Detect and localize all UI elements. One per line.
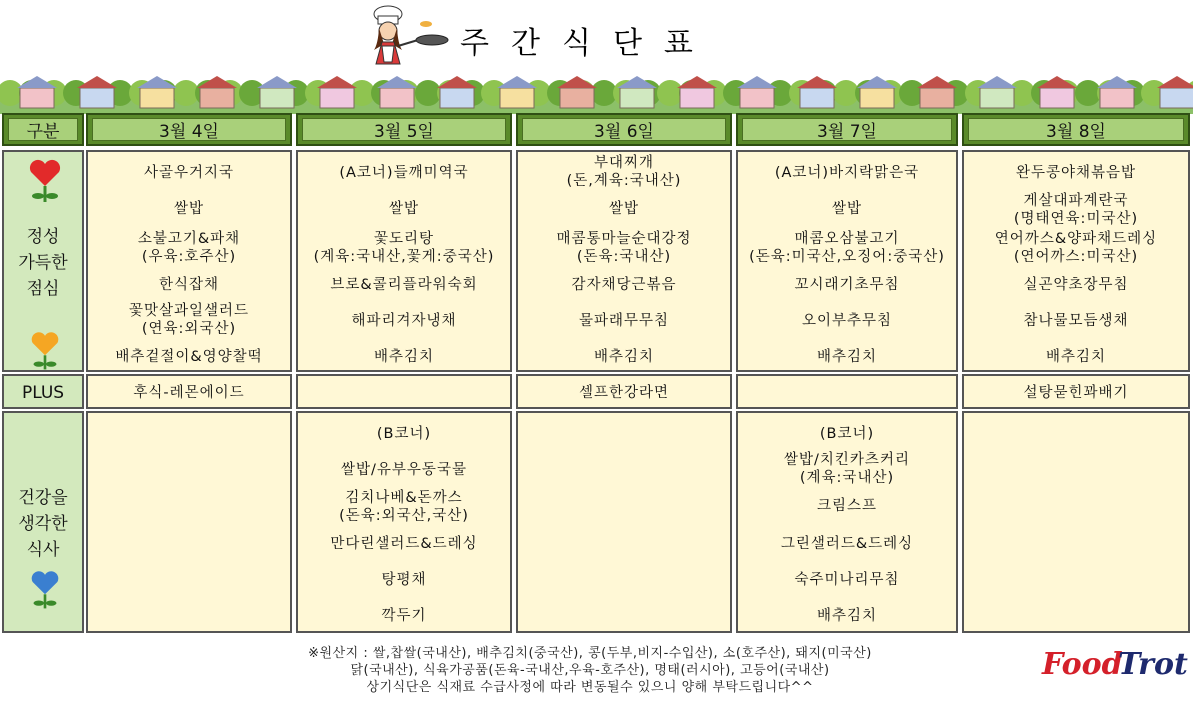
menu-item: 김치나베&돈까스 xyxy=(345,490,463,506)
footer-line: 닭(국내산), 식육가공품(돈육-국내산,우육-호주산), 명태(러시아), 고등어(국내산) xyxy=(350,663,830,678)
red-heart-flower-icon xyxy=(28,158,62,202)
menu-item: 쌀밥 xyxy=(831,201,862,217)
header-day-label: 3월 8일 xyxy=(968,118,1184,141)
header-day-1 xyxy=(86,113,292,146)
menu-item: 매콤통마늘순대강정 xyxy=(556,231,692,247)
svg-text:Trot: Trot xyxy=(1118,647,1188,682)
plus-label: PLUS xyxy=(21,383,65,403)
health-cell-day-2 xyxy=(296,411,512,633)
lunch-cell-day-4 xyxy=(736,150,958,372)
menu-item: 한식잡채 xyxy=(158,277,220,293)
menu-item: 배추김치 xyxy=(816,349,878,365)
menu-item: 꽃도리탕 xyxy=(373,231,435,247)
header-day-label: 3월 5일 xyxy=(302,118,506,141)
village-banner-image xyxy=(0,58,1193,114)
title-area xyxy=(360,0,780,66)
menu-item: 참나물모듬생채 xyxy=(1023,313,1129,329)
menu-item: 소불고기&파채 xyxy=(137,231,241,247)
menu-item: (연육:외국산) xyxy=(141,321,237,337)
health-cell-day-1 xyxy=(86,411,292,633)
menu-item: 쌀밥 xyxy=(608,201,639,217)
lunch-cell-day-3 xyxy=(516,150,732,372)
plus-cell-day-5 xyxy=(962,374,1190,409)
menu-item: 부대찌개 xyxy=(593,155,655,171)
plus-cell-day-2 xyxy=(296,374,512,409)
menu-item: 쌀밥/치킨카츠커리 xyxy=(784,452,910,468)
plus-cell-day-3 xyxy=(516,374,732,409)
menu-item: 감자채당근볶음 xyxy=(571,277,677,293)
plus-cell-day-1 xyxy=(86,374,292,409)
menu-item: (돈육:미국산,오징어:중국산) xyxy=(749,249,945,265)
header-day-2 xyxy=(296,113,512,146)
plus-item: 후식-레몬에이드 xyxy=(133,385,245,401)
menu-item: (돈육:국내산) xyxy=(576,249,672,265)
menu-item: 숙주미나리무침 xyxy=(794,572,900,588)
header-day-4 xyxy=(736,113,958,146)
chef-icon xyxy=(360,4,450,66)
origin-notice xyxy=(170,645,1010,696)
menu-item: 깍두기 xyxy=(381,608,427,624)
lunch-cell-day-5 xyxy=(962,150,1190,372)
header-day-label: 3월 7일 xyxy=(742,118,952,141)
foodtrot-logo xyxy=(1040,640,1190,684)
menu-item: (돈육:외국산,국산) xyxy=(339,508,469,524)
menu-item: 탕평채 xyxy=(381,572,427,588)
lunch-section-label xyxy=(2,150,84,372)
orange-heart-flower-icon xyxy=(30,330,60,370)
plus-item: 설탕묻힌꽈배기 xyxy=(1023,385,1129,401)
menu-item: (명태연육:미국산) xyxy=(1013,211,1139,227)
menu-item: 쌀밥/유부우동국물 xyxy=(341,462,467,478)
menu-item: 매콤오삼불고기 xyxy=(794,231,900,247)
blue-heart-flower-icon xyxy=(30,569,60,609)
header-day-label: 3월 6일 xyxy=(522,118,726,141)
menu-item: (B코너) xyxy=(819,426,875,442)
menu-item: (연어까스:미국산) xyxy=(1013,249,1139,265)
health-cell-day-5 xyxy=(962,411,1190,633)
svg-text:Food: Food xyxy=(1042,647,1123,682)
menu-item: (계육:국내산) xyxy=(799,470,895,486)
menu-item: 해파리겨자냉채 xyxy=(351,313,457,329)
menu-item: (A코너)바지락맑은국 xyxy=(774,165,920,181)
menu-item: 물파래무무침 xyxy=(578,313,670,329)
menu-item: 쌀밥 xyxy=(173,201,204,217)
menu-item: 만다린샐러드&드레싱 xyxy=(330,536,478,552)
menu-item: 배추겉절이&영양찰떡 xyxy=(115,349,263,365)
footer-line: 상기식단은 식재료 수급사정에 따라 변동될수 있으니 양해 부탁드립니다^^ xyxy=(366,680,814,695)
lunch-label-line: 가득한 xyxy=(18,253,68,273)
health-label-line: 생각한 xyxy=(18,514,68,534)
menu-item: 완두콩야채볶음밥 xyxy=(1015,165,1137,181)
menu-item: 그린샐러드&드레싱 xyxy=(780,536,914,552)
menu-item: 크림스프 xyxy=(816,498,878,514)
footer-line: ※원산지 : 쌀,찹쌀(국내산), 배추김치(중국산), 콩(두부,비지-수입산), 소(호주산), 돼지(미국산) xyxy=(308,646,872,661)
menu-item: (돈,계육:국내산) xyxy=(566,173,682,189)
menu-item: 배추김치 xyxy=(593,349,655,365)
lunch-cell-day-2 xyxy=(296,150,512,372)
plus-section-label xyxy=(2,374,84,409)
menu-item: 배추김치 xyxy=(1045,349,1107,365)
lunch-label-line: 점심 xyxy=(26,279,60,299)
menu-item: 오이부추무침 xyxy=(801,313,893,329)
health-cell-day-3 xyxy=(516,411,732,633)
health-cell-day-4 xyxy=(736,411,958,633)
menu-item: 연어까스&양파채드레싱 xyxy=(994,231,1158,247)
menu-item: 쌀밥 xyxy=(388,201,419,217)
header-day-label: 3월 4일 xyxy=(92,118,286,141)
menu-item: 꼬시래기초무침 xyxy=(794,277,900,293)
menu-item: 사골우거지국 xyxy=(143,165,235,181)
health-label-line: 식사 xyxy=(26,540,60,560)
menu-item: (A코너)들깨미역국 xyxy=(339,165,469,181)
header-day-5 xyxy=(962,113,1190,146)
header-day-3 xyxy=(516,113,732,146)
lunch-label-line: 정성 xyxy=(26,227,60,247)
menu-item: (우육:호주산) xyxy=(141,249,237,265)
header-label: 구분 xyxy=(8,118,78,141)
health-section-label xyxy=(2,411,84,633)
lunch-cell-day-1 xyxy=(86,150,292,372)
header-label-cell xyxy=(2,113,84,146)
menu-item: 배추김치 xyxy=(373,349,435,365)
menu-item: (B코너) xyxy=(376,426,432,442)
plus-item: 셀프한강라면 xyxy=(578,385,670,401)
menu-item: 실곤약초장무침 xyxy=(1023,277,1129,293)
page-title: 주간식단표 xyxy=(460,26,715,61)
health-label-line: 건강을 xyxy=(18,488,68,508)
plus-cell-day-4 xyxy=(736,374,958,409)
menu-item: 게살대파계란국 xyxy=(1023,193,1129,209)
menu-item: 배추김치 xyxy=(816,608,878,624)
menu-item: (계육:국내산,꽃게:중국산) xyxy=(313,249,495,265)
menu-item: 브로&콜리플라워숙회 xyxy=(330,277,478,293)
menu-item: 꽃맛살과일샐러드 xyxy=(128,303,250,319)
